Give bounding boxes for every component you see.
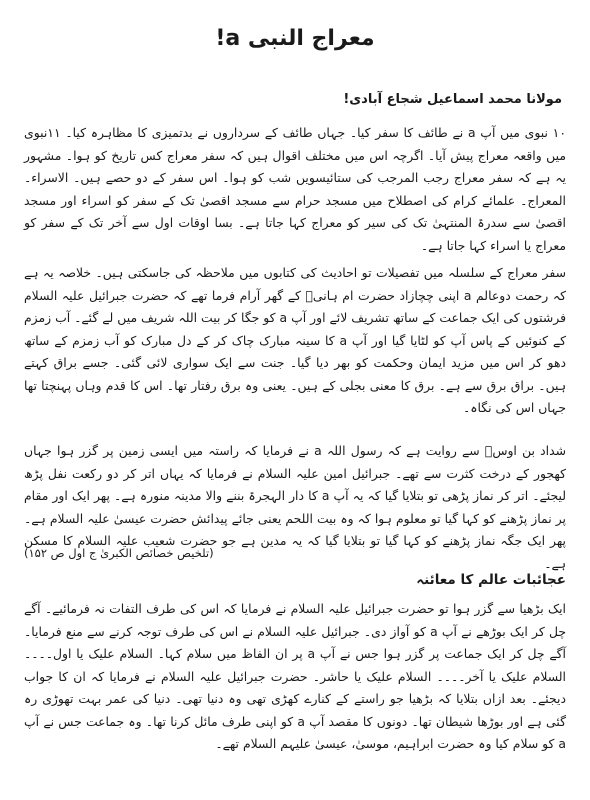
paragraph-text: سفر معراج کے سلسلہ میں تفصیلات تو احادیث کی کتابوں میں ملاحظہ کی جاسکتی ہیں۔ خلاصہ یہ ہے کہ رحمت دوعالم a اپنی چچازاد حضرت ام ہانیؓ کے گھر آرام فرما تھے کہ حضرت جبرائیل علیہ السلام فرشتوں کی ایک جماعت کے ساتھ تشریف لائے اور آپ a کو جگا کر بیت اللہ شریف میں لے گئے۔ آب زمزم کے کنوئیں کے پاس آپ کو لٹایا گیا اور آپ a کا سینہ مبارک چاک کر کے دل مبارک کو آب زمزم کے ساتھ دھو کر اس میں مزید ایمان وحکمت کو بھر دیا گیا۔ جنت سے ایک سواری لائی گئی۔ جسے براق کہتے ہیں۔ براق برق سے ہے۔ برق کا معنی بجلی کے ہیں۔ یعنی وہ برق رفتار تھا۔ اس کا قدم وہاں پہنچتا تھا جہاں اس کی نگاہ۔	[24, 265, 567, 415]
citation-note: (تلخیص خصائص الکبریٰ ج اول ص ۱۵۲)	[24, 546, 214, 560]
paragraph-1	[24, 122, 566, 258]
page-title: معراج النبی a!	[215, 26, 375, 51]
paragraph-text: ۱۰ نبوی میں آپ a نے طائف کا سفر کیا۔ جہاں طائف کے سرداروں نے بدتمیزی کا مظاہرہ کیا۔ ۱۱نبوی میں واقعہ معراج پیش آیا۔ اگرچہ اس میں مختلف اقوال ہیں کہ سفر معراج کس تاریخ کو ہوا۔ مشہور یہ ہے کہ سفر معراج رجب المرجب کی ستائیسویں شب کو ہوا۔ اس سفر کے دو حصے ہیں۔ الاسراء۔ المعراج۔ علمائے کرام کی اصطلاح میں مسجد حرام سے مسجد اقصیٰ تک کے سفر کو اسراء اور مسجد اقصیٰ سے سدرۃ المنتہیٰ تک کی سیر کو معراج کہا جاتا ہے۔ بسا اوقات اول سے آخر تک کے سفر کو معراج یا اسراء کہا جاتا ہے۔	[24, 125, 566, 253]
paragraph-4	[24, 598, 566, 798]
section-heading: عجائبات عالم کا معائنہ	[416, 572, 566, 588]
paragraph-text: شداد بن اوسؓ سے روایت ہے کہ رسول اللہ a نے فرمایا کہ راستہ میں ایسی زمین پر گزر ہوا جہاں کھجور کے درخت کثرت سے تھے۔ جبرائیل امین علیہ السلام نے فرمایا کہ یہاں اتر کر دو رکعت نفل پڑھ لیجئے۔ اتر کر نماز پڑھی تو بتلایا گیا کہ یہ آپ a کا دار الہجرۃ بننے والا مدینہ منورہ ہے۔ پھر ایک اور مقام پر نماز پڑھنے کو کہا گیا تو معلوم ہوا کہ وہ بیت اللحم یعنی جائے پیدائش حضرت عیسیٰ علیہ السلام ہے۔ پھر ایک جگہ نماز پڑھنے کو کہا گیا تو بتلایا گیا کہ یہ مدین ہے جو حضرت شعیب علیہ السلام کا مسکن ہے۔	[24, 443, 567, 571]
paragraph-2	[24, 262, 566, 438]
paragraph-text: ایک بڑھیا سے گزر ہوا تو حضرت جبرائیل علیہ السلام نے فرمایا کہ اس کی طرف التفات نہ فرمائیے۔ آگے چل کر ایک بوڑھے نے آپ a کو آواز دی۔ جبرائیل علیہ السلام نے اس کی طرف توجہ کرنے سے منع فرمایا۔ آگے چل کر ایک جماعت پر گزر ہوا جس نے آپ a پر ان الفاظ میں سلام کہا۔ السلام علیک یا اول۔۔۔۔ السلام علیک یا آخر۔۔۔۔ السلام علیک یا حاشر۔ حضرت جبرائیل علیہ السلام نے فرمایا کہ ان کا جواب دیجئے۔ بعد ازاں بتلایا کہ بڑھیا جو راستے کے کنارے کھڑی تھی وہ دنیا تھی۔ دنیا کی عمر بہت تھوڑی رہ گئی ہے اور بوڑھا شیطان تھا۔ دونوں کا مقصد آپ a کو اپنی طرف مائل کرنا تھا۔ وہ جماعت جس نے آپ a کو سلام کیا وہ حضرت ابراہیم، موسیٰ، عیسیٰ علیہم السلام تھے۔	[24, 601, 566, 751]
citation-line	[24, 542, 566, 564]
author-line: مولانا محمد اسماعیل شجاع آبادی!	[343, 92, 562, 107]
